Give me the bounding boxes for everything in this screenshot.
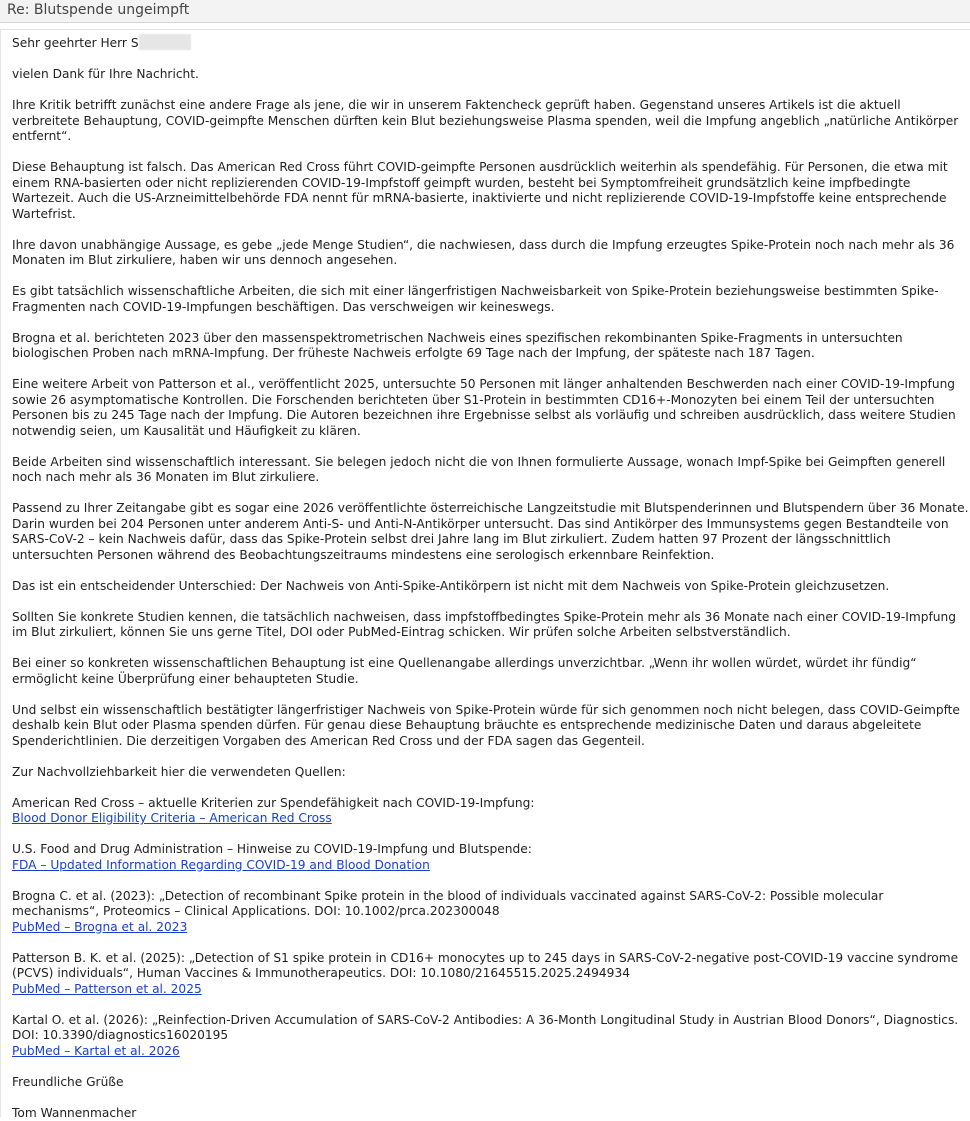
paragraph-8: Beide Arbeiten sind wissenschaftlich interessant. Sie belegen jedoch nicht die von Ihnen formulierte Aussage, wonach Impf-Spike bei Geimpften generell noch nach mehr als 36 Monaten im Blut zirkuliere. [12,455,970,486]
source-link-kartal[interactable]: PubMed – Kartal et al. 2026 [12,1044,180,1058]
paragraph-6: Brogna et al. berichteten 2023 über den massenspektrometrischen Nachweis eines spezifischen rekombinanten Spike-Fragments in untersuchten biologischen Proben nach mRNA-Impfung. Der früheste Nachweis erfolgte 69 Tage nach der Impfung, der späteste nach 187 Tagen. [12,331,970,362]
paragraph-13: Und selbst ein wissenschaftlich bestätigter längerfristiger Nachweis von Spike-Protein würde für sich genommen noch nicht belegen, dass COVID-Geimpfte deshalb kein Blut oder Plasma spenden dürfen. Für genau diese Behauptung bräuchte es entsprechende medizinische Daten und daraus abgeleitete Spenderichtlinien. Die derzeitigen Vorgaben des American Red Cross und der FDA sagen das Gegenteil. [12,703,970,750]
source-item [12,889,970,936]
sources-intro: Zur Nachvollziehbarkeit hier die verwendeten Quellen: [12,765,970,781]
source-item [12,842,970,873]
paragraph-11: Sollten Sie konkrete Studien kennen, die tatsächlich nachweisen, dass impfstoffbedingtes Spike-Protein mehr als 36 Monate nach einer COVID-19-Impfung im Blut zirkuliert, können Sie uns gerne Titel, DOI oder PubMed-Eintrag schicken. Wir prüfen solche Arbeiten selbstverständlich. [12,610,970,641]
paragraph-2: Ihre Kritik betrifft zunächst eine andere Frage als jene, die wir in unserem Faktencheck geprüft haben. Gegenstand unseres Artikels ist die aktuell verbreitete Behauptung, COVID-geimpfte Menschen dürften kein Blut beziehungsweise Plasma spenden, weil die Impfung angeblich „natürliche Antikörper entfernt“. [12,98,970,145]
paragraph-4: Ihre davon unabhängige Aussage, es gebe „jede Menge Studien“, die nachwiesen, dass durch die Impfung erzeugtes Spike-Protein noch nach mehr als 36 Monaten im Blut zirkuliere, haben wir uns dennoch angesehen. [12,238,970,269]
source-text: American Red Cross – aktuelle Kriterien zur Spendefähigkeit nach COVID-19-Impfung: [12,796,970,812]
source-link-patterson[interactable]: PubMed – Patterson et al. 2025 [12,982,202,996]
paragraph-1: vielen Dank für Ihre Nachricht. [12,67,970,83]
source-link-fda[interactable]: FDA – Updated Information Regarding COVID-19 and Blood Donation [12,858,430,872]
window-title: Re: Blutspende ungeimpft [0,0,970,23]
source-text: Brogna C. et al. (2023): „Detection of recombinant Spike protein in the blood of individuals vaccinated against SARS-CoV-2: Possible molecular mechanisms“, Proteomics – Clinical Applications. DOI: 10.1002/prca.202300048 [12,889,970,920]
paragraph-10: Das ist ein entscheidender Unterschied: Der Nachweis von Anti-Spike-Antikörpern ist nicht mit dem Nachweis von Spike-Protein gleichzusetzen. [12,579,970,595]
paragraph-12: Bei einer so konkreten wissenschaftlichen Behauptung ist eine Quellenangabe allerdings unverzichtbar. „Wenn ihr wollen würdet, würdet ihr fündig“ ermöglicht keine Überprüfung einer behaupteten Studie. [12,656,970,687]
source-link-red-cross[interactable]: Blood Donor Eligibility Criteria – American Red Cross [12,811,332,825]
paragraph-9: Passend zu Ihrer Zeitangabe gibt es sogar eine 2026 veröffentlichte österreichische Langzeitstudie mit Blutspenderinnen und Blutspendern über 36 Monate. Darin wurden bei 204 Personen unter anderem Anti-S- und Anti-N-Antikörper untersucht. Das sind Antikörper des Immunsystems gegen Bestandteile von SARS-CoV-2 – kein Nachweis dafür, dass das Spike-Protein selbst drei Jahre lang im Blut zirkuliert. Zudem hatten 97 Prozent der längsschnittlich untersuchten Personen während des Beobachtungszeitraums mindestens eine serologisch erkennbare Reinfektion. [12,501,970,563]
source-text: Patterson B. K. et al. (2025): „Detection of S1 spike protein in CD16+ monocytes up to 245 days in SARS-CoV-2-negative post-COVID-19 vaccine syndrome (PCVS) individuals“, Human Vaccines & Immunotherapeutics. DOI: 10.1080/21645515.2025.2494934 [12,951,970,982]
paragraph-5: Es gibt tatsächlich wissenschaftliche Arbeiten, die sich mit einer längerfristigen Nachweisbarkeit von Spike-Protein beziehungsweise bestimmten Spike-Fragmenten nach COVID-19-Impfungen beschäftigen. Das verschweigen wir keineswegs. [12,284,970,315]
email-body[interactable] [1,30,970,1121]
source-text: U.S. Food and Drug Administration – Hinweise zu COVID-19-Impfung und Blutspende: [12,842,970,858]
source-link-brogna[interactable]: PubMed – Brogna et al. 2023 [12,920,187,934]
paragraph-7: Eine weitere Arbeit von Patterson et al., veröffentlicht 2025, untersuchte 50 Personen mit länger anhaltenden Beschwerden nach einer COVID-19-Impfung sowie 26 asymptomatische Kontrollen. Die Forschenden berichteten über S1-Protein in bestimmten CD16+-Monozyten bei einem Teil der untersuchten Personen bis zu 245 Tage nach der Impfung. Die Autoren bezeichnen ihre Ergebnisse selbst als vorläufig und schreiben ausdrücklich, dass weitere Studien notwendig seien, um Kausalität und Häufigkeit zu klären. [12,377,970,439]
redacted-name [139,34,191,50]
greeting [12,34,970,52]
source-item [12,796,970,827]
signature: Tom Wannenmacher [12,1106,970,1121]
source-item [12,1013,970,1060]
greeting-text: Sehr geehrter Herr S [12,36,139,50]
email-body-frame [0,29,970,1117]
paragraph-3: Diese Behauptung ist falsch. Das American Red Cross führt COVID-geimpfte Personen ausdrücklich weiterhin als spendefähig. Für Personen, die etwa mit einem RNA-basierten oder nicht replizierenden COVID-19-Impfstoff geimpft wurden, besteht bei Symptomfreiheit grundsätzlich keine impfbedingte Wartezeit. Auch die US-Arzneimittelbehörde FDA nennt für mRNA-basierte, inaktivierte und nicht replizierende COVID-19-Impfstoffe keine entsprechende Wartefrist. [12,160,970,222]
source-item [12,951,970,998]
closing: Freundliche Grüße [12,1075,970,1091]
source-text: Kartal O. et al. (2026): „Reinfection-Driven Accumulation of SARS-CoV-2 Antibodies: A 36-Month Longitudinal Study in Austrian Blood Donors“, Diagnostics. DOI: 10.3390/diagnostics16020195 [12,1013,970,1044]
